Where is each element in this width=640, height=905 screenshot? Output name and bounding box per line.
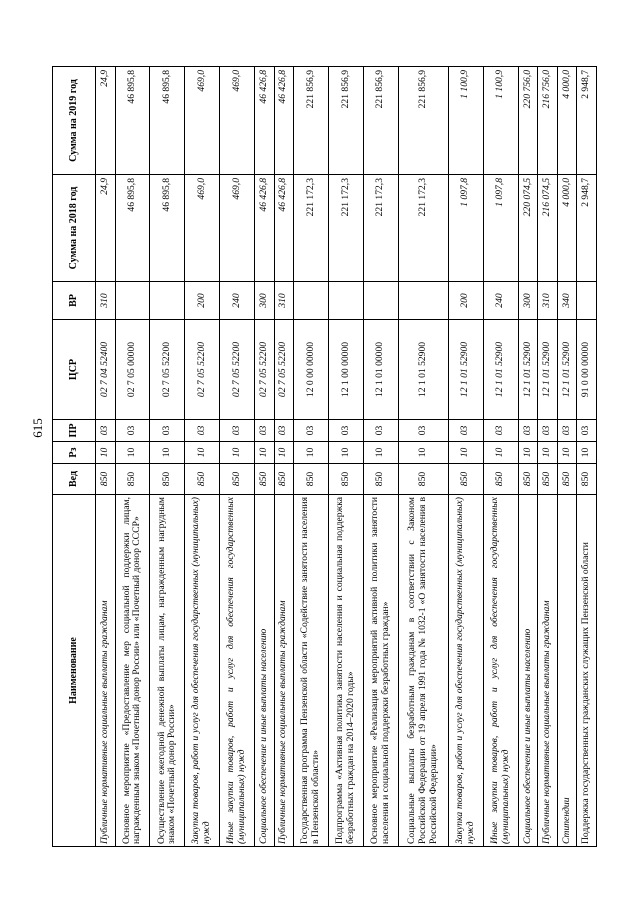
cell-pr: 03	[448, 420, 483, 442]
cell-rz: 10	[363, 442, 398, 464]
cell-sum-2018: 216 074,5	[538, 175, 558, 282]
cell-vr	[150, 282, 185, 320]
cell-sum-2019: 221 856,9	[363, 67, 398, 175]
cell-sum-2018: 221 172,3	[294, 175, 329, 282]
cell-ved: 850	[115, 464, 150, 495]
cell-sum-2018: 1 097,8	[483, 175, 518, 282]
cell-sum-2019: 469,0	[220, 67, 255, 175]
cell-pr: 03	[150, 420, 185, 442]
cell-pr: 03	[483, 420, 518, 442]
table-row	[557, 67, 577, 847]
cell-vr: 310	[96, 282, 116, 320]
cell-rz: 10	[294, 442, 329, 464]
cell-vr	[577, 282, 597, 320]
cell-sum-2018: 469,0	[220, 175, 255, 282]
cell-rz: 10	[185, 442, 220, 464]
cell-sum-2018: 221 172,3	[363, 175, 398, 282]
cell-name: Подпрограмма «Активная политика занятости населения и социальная поддержка безработных граждан на 2014–2020 годы»	[329, 495, 364, 847]
cell-vr: 340	[557, 282, 577, 320]
cell-rz: 10	[518, 442, 538, 464]
cell-vr	[329, 282, 364, 320]
cell-ved: 850	[577, 464, 597, 495]
cell-sum-2019: 24,9	[96, 67, 116, 175]
cell-name: Государственная программа Пензенской области «Содействие занятости населения в Пензенской области»	[294, 495, 329, 847]
header-csr: ЦСР	[53, 320, 96, 420]
header-name: Наименование	[53, 495, 96, 847]
cell-ved: 850	[398, 464, 448, 495]
cell-sum-2018: 1 097,8	[448, 175, 483, 282]
cell-name: Иные закупки товаров, работ и услуг для обеспечения государственных (муниципальных) нужд	[220, 495, 255, 847]
cell-sum-2018: 46 426,8	[255, 175, 275, 282]
table-row	[150, 67, 185, 847]
cell-pr: 03	[274, 420, 294, 442]
table-row	[398, 67, 448, 847]
cell-rz: 10	[398, 442, 448, 464]
budget-table-container	[52, 67, 597, 847]
cell-name: Социальное обеспечение и иные выплаты населению	[255, 495, 275, 847]
cell-ved: 850	[294, 464, 329, 495]
cell-csr: 02 7 05 52200	[274, 320, 294, 420]
table-row	[255, 67, 275, 847]
table-row	[294, 67, 329, 847]
cell-sum-2019: 221 856,9	[294, 67, 329, 175]
cell-vr	[294, 282, 329, 320]
cell-rz: 10	[115, 442, 150, 464]
cell-pr: 03	[557, 420, 577, 442]
table-body	[96, 67, 597, 847]
cell-name: Закупка товаров, работ и услуг для обеспечения государственных (муниципальных) нужд	[185, 495, 220, 847]
cell-sum-2018: 4 000,0	[557, 175, 577, 282]
cell-pr: 03	[96, 420, 116, 442]
cell-sum-2018: 24,9	[96, 175, 116, 282]
cell-sum-2018: 221 172,3	[398, 175, 448, 282]
cell-name: Закупка товаров, работ и услуг для обеспечения государственных (муниципальных) нужд	[448, 495, 483, 847]
cell-name: Осуществление ежегодной денежной выплаты лицам, награжденным нагрудным знаком «Почетный донор России»	[150, 495, 185, 847]
table-row	[274, 67, 294, 847]
cell-name: Основное мероприятие «Реализация мероприятий активной политики занятости населения и социальной поддержки безработных граждан»	[363, 495, 398, 847]
cell-csr: 91 0 00 00000	[577, 320, 597, 420]
table-row	[448, 67, 483, 847]
cell-sum-2019: 2 948,7	[577, 67, 597, 175]
table-row	[577, 67, 597, 847]
cell-pr: 03	[220, 420, 255, 442]
cell-sum-2019: 46 426,8	[255, 67, 275, 175]
cell-vr: 200	[448, 282, 483, 320]
cell-rz: 10	[448, 442, 483, 464]
cell-vr: 310	[274, 282, 294, 320]
cell-ved: 850	[538, 464, 558, 495]
cell-rz: 10	[274, 442, 294, 464]
cell-sum-2019: 46 426,8	[274, 67, 294, 175]
cell-csr: 02 7 05 52200	[150, 320, 185, 420]
cell-rz: 10	[220, 442, 255, 464]
cell-vr: 300	[255, 282, 275, 320]
header-pr: ПР	[53, 420, 96, 442]
cell-csr: 02 7 05 52200	[185, 320, 220, 420]
cell-sum-2019: 4 000,0	[557, 67, 577, 175]
cell-csr: 12 1 00 00000	[329, 320, 364, 420]
header-sum-2018: Сумма на 2018 год	[53, 175, 96, 282]
cell-csr: 12 1 01 52900	[518, 320, 538, 420]
cell-ved: 850	[96, 464, 116, 495]
cell-sum-2018: 220 074,5	[518, 175, 538, 282]
cell-pr: 03	[294, 420, 329, 442]
cell-pr: 03	[398, 420, 448, 442]
cell-pr: 03	[115, 420, 150, 442]
cell-pr: 03	[538, 420, 558, 442]
cell-ved: 850	[483, 464, 518, 495]
budget-table	[52, 66, 597, 847]
cell-csr: 02 7 04 52400	[96, 320, 116, 420]
cell-sum-2018: 2 948,7	[577, 175, 597, 282]
cell-sum-2018: 46 895,8	[150, 175, 185, 282]
table-row	[483, 67, 518, 847]
cell-vr: 300	[518, 282, 538, 320]
cell-ved: 850	[518, 464, 538, 495]
cell-name: Основное мероприятие «Предоставление мер социальной поддержки лицам, награжденным знаком «Почетный донор России» или «Почетный донор СССР»	[115, 495, 150, 847]
cell-csr: 12 0 00 00000	[294, 320, 329, 420]
cell-ved: 850	[150, 464, 185, 495]
cell-pr: 03	[577, 420, 597, 442]
cell-ved: 850	[185, 464, 220, 495]
cell-rz: 10	[483, 442, 518, 464]
cell-name: Социальное обеспечение и иные выплаты населению	[518, 495, 538, 847]
cell-ved: 850	[557, 464, 577, 495]
table-row	[329, 67, 364, 847]
cell-name: Публичные нормативные социальные выплаты гражданам	[96, 495, 116, 847]
cell-pr: 03	[363, 420, 398, 442]
cell-csr: 12 1 01 00000	[363, 320, 398, 420]
cell-csr: 12 1 01 52900	[483, 320, 518, 420]
cell-name: Стипендии	[557, 495, 577, 847]
cell-csr: 12 1 01 52900	[398, 320, 448, 420]
cell-name: Иные закупки товаров, работ и услуг для обеспечения государственных (муниципальных) нужд	[483, 495, 518, 847]
cell-sum-2019: 46 895,8	[150, 67, 185, 175]
cell-rz: 10	[538, 442, 558, 464]
cell-csr: 02 7 05 00000	[115, 320, 150, 420]
table-row	[220, 67, 255, 847]
header-ved: Вед	[53, 464, 96, 495]
cell-rz: 10	[577, 442, 597, 464]
cell-vr	[115, 282, 150, 320]
cell-vr: 240	[483, 282, 518, 320]
cell-sum-2019: 216 756,0	[538, 67, 558, 175]
cell-csr: 02 7 05 52200	[255, 320, 275, 420]
cell-name: Поддержка государственных гражданских служащих Пензенской области	[577, 495, 597, 847]
cell-ved: 850	[220, 464, 255, 495]
cell-csr: 12 1 01 52900	[538, 320, 558, 420]
cell-sum-2018: 221 172,3	[329, 175, 364, 282]
cell-rz: 10	[329, 442, 364, 464]
table-row	[185, 67, 220, 847]
header-rz: Рз	[53, 442, 96, 464]
header-vr: ВР	[53, 282, 96, 320]
cell-csr: 02 7 05 52200	[220, 320, 255, 420]
cell-vr: 310	[538, 282, 558, 320]
cell-sum-2019: 221 856,9	[398, 67, 448, 175]
cell-pr: 03	[518, 420, 538, 442]
cell-csr: 12 1 01 52900	[448, 320, 483, 420]
cell-pr: 03	[329, 420, 364, 442]
cell-ved: 850	[274, 464, 294, 495]
header-sum-2019: Сумма на 2019 год	[53, 67, 96, 175]
table-row	[363, 67, 398, 847]
cell-sum-2019: 46 895,8	[115, 67, 150, 175]
cell-ved: 850	[363, 464, 398, 495]
table-row	[115, 67, 150, 847]
cell-ved: 850	[255, 464, 275, 495]
cell-sum-2018: 469,0	[185, 175, 220, 282]
cell-sum-2019: 1 100,9	[483, 67, 518, 175]
cell-rz: 10	[557, 442, 577, 464]
table-header-row	[53, 67, 96, 847]
cell-name: Публичные нормативные социальные выплаты гражданам	[274, 495, 294, 847]
cell-ved: 850	[448, 464, 483, 495]
cell-csr: 12 1 01 52900	[557, 320, 577, 420]
cell-vr	[363, 282, 398, 320]
cell-vr	[398, 282, 448, 320]
cell-sum-2018: 46 426,8	[274, 175, 294, 282]
cell-sum-2019: 221 856,9	[329, 67, 364, 175]
cell-rz: 10	[150, 442, 185, 464]
table-row	[518, 67, 538, 847]
cell-rz: 10	[255, 442, 275, 464]
cell-sum-2019: 1 100,9	[448, 67, 483, 175]
cell-rz: 10	[96, 442, 116, 464]
cell-vr: 240	[220, 282, 255, 320]
cell-pr: 03	[185, 420, 220, 442]
cell-name: Социальные выплаты безработным гражданам в соответствии с Законом Российской Федерации от 19 апреля 1991 года № 1032-1 «О занятости населения в Российской Федерации»	[398, 495, 448, 847]
table-row	[538, 67, 558, 847]
table-row	[96, 67, 116, 847]
cell-ved: 850	[329, 464, 364, 495]
cell-pr: 03	[255, 420, 275, 442]
cell-name: Публичные нормативные социальные выплаты гражданам	[538, 495, 558, 847]
page-number: 615	[30, 418, 45, 438]
cell-sum-2019: 220 756,0	[518, 67, 538, 175]
cell-sum-2018: 46 895,8	[115, 175, 150, 282]
cell-vr: 200	[185, 282, 220, 320]
cell-sum-2019: 469,0	[185, 67, 220, 175]
